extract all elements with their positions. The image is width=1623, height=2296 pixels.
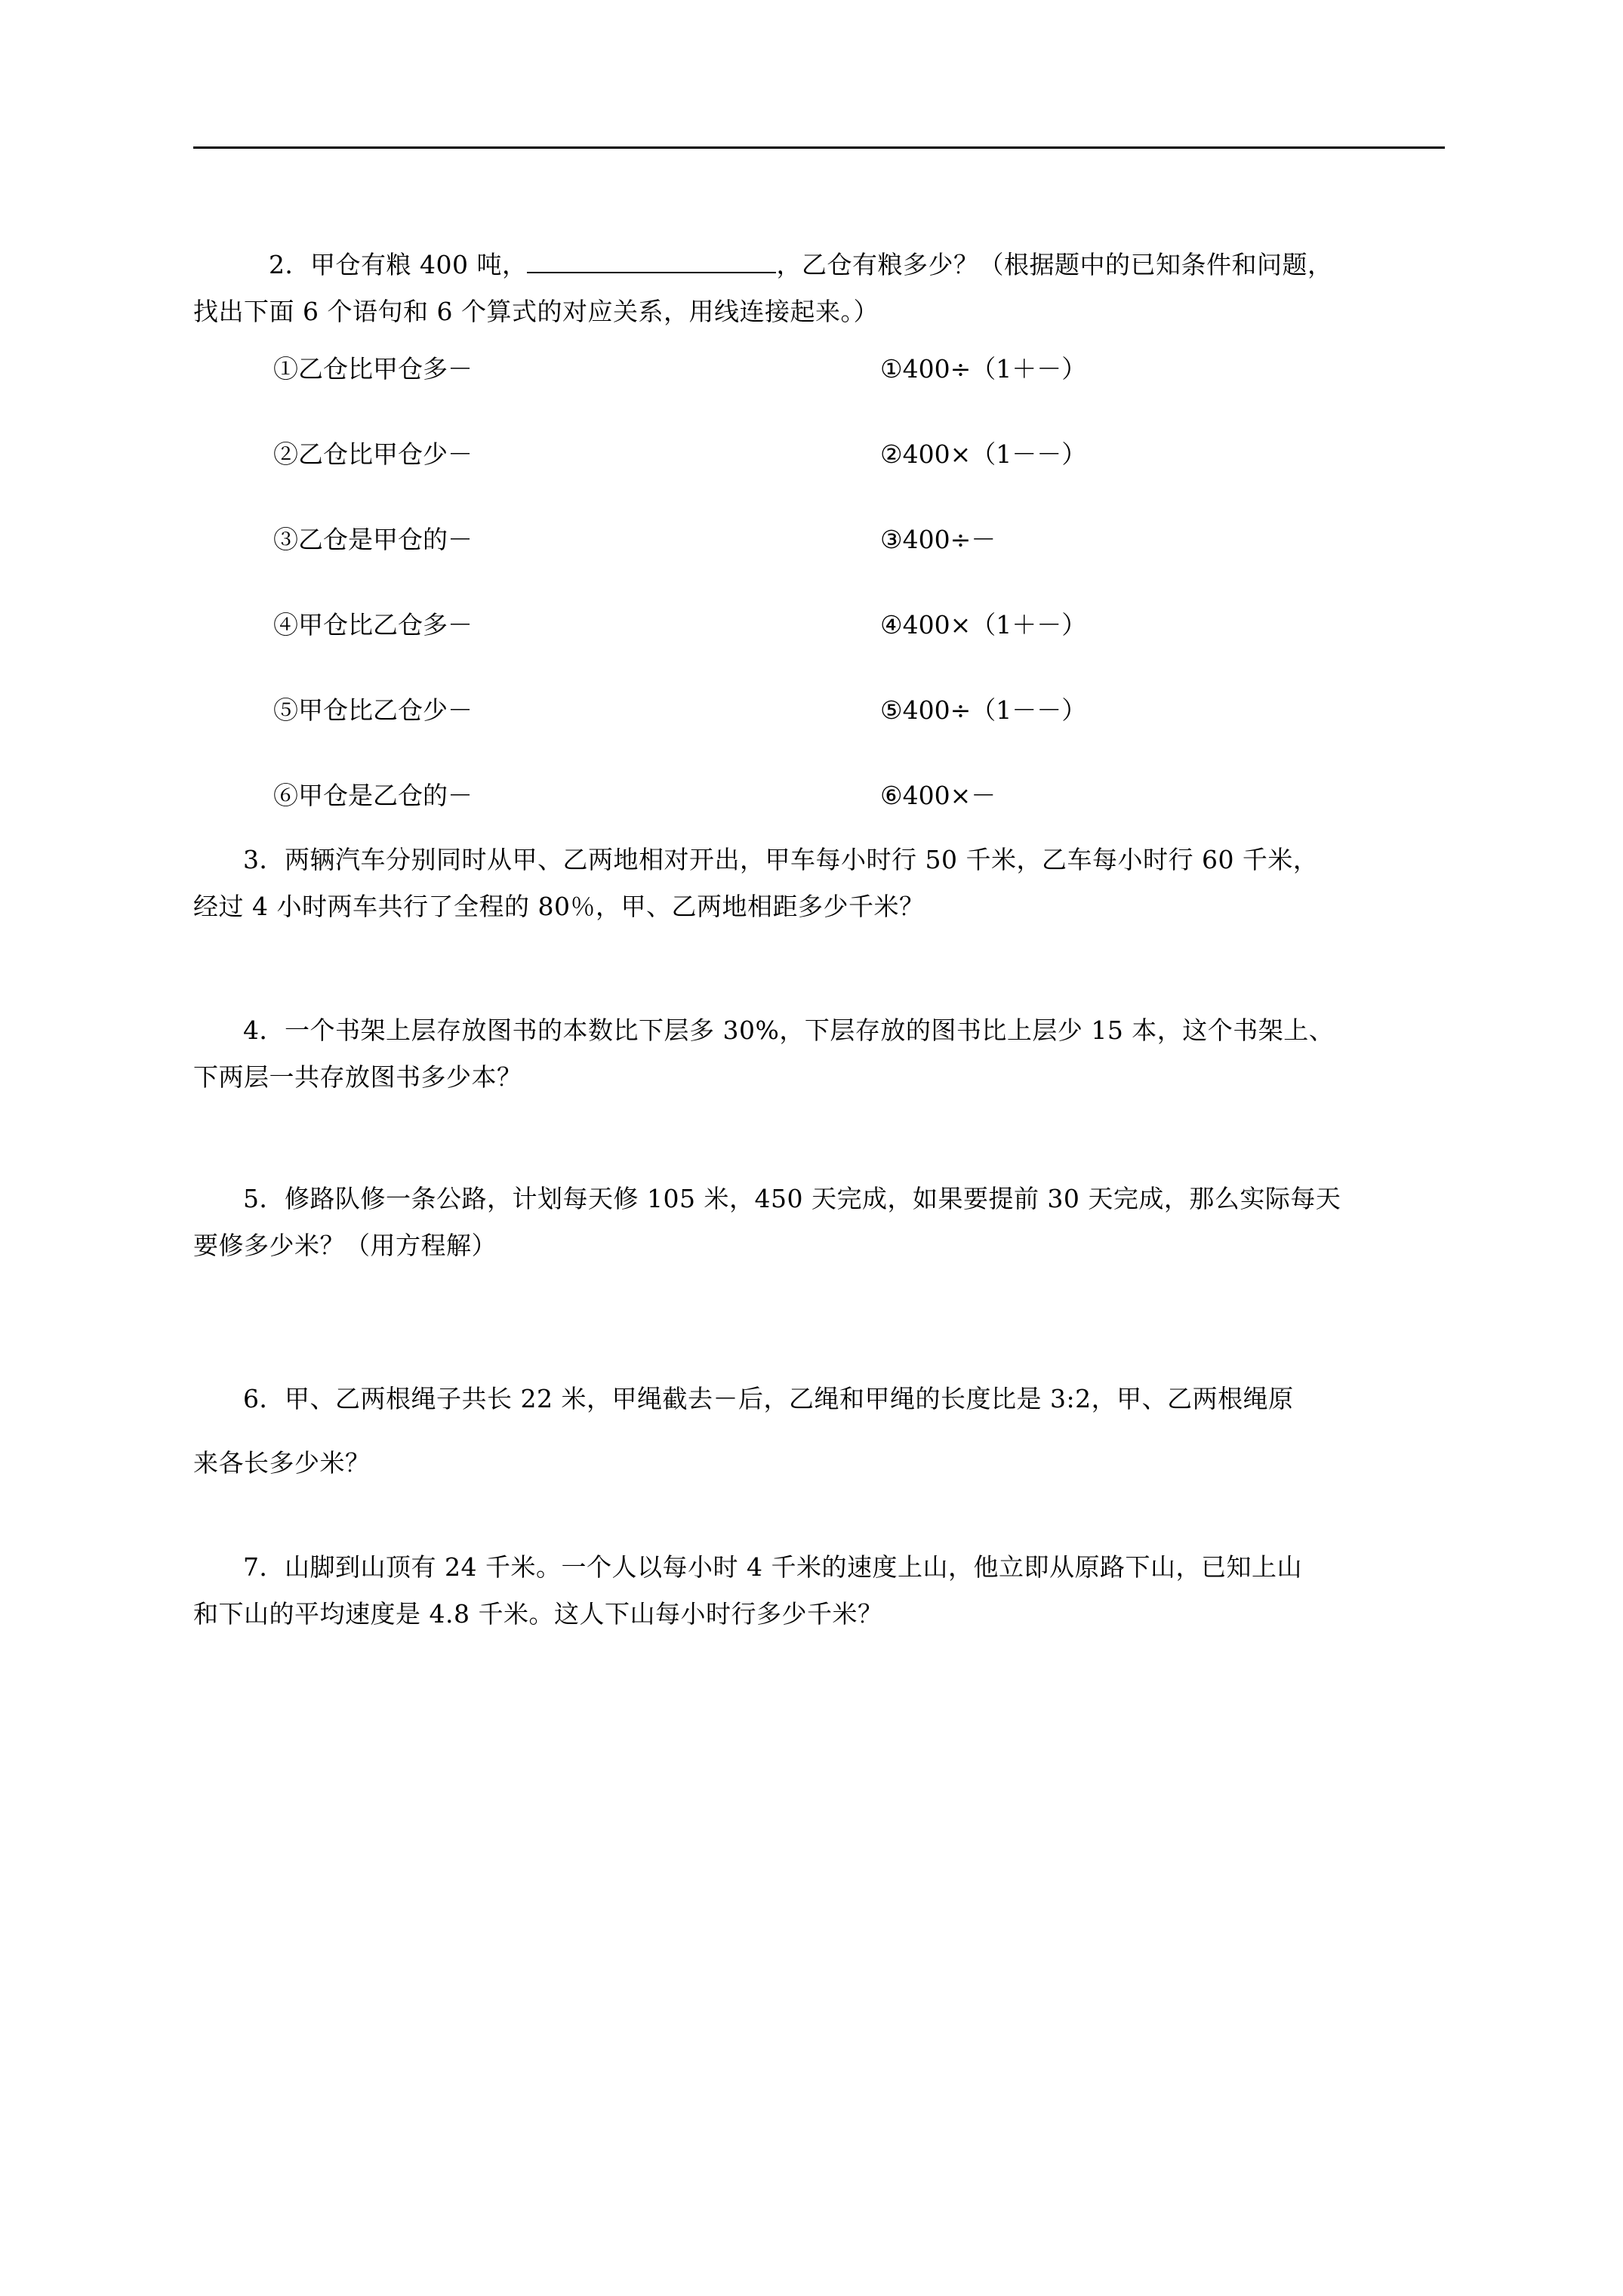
header-rule	[193, 146, 1445, 149]
question-4-line-1: 4．一个书架上层存放图书的本数比下层多 30%，下层存放的图书比上层少 15 本，这个书架上、	[243, 1015, 1335, 1045]
question-5-line-2: 要修多少米？（用方程解）	[193, 1231, 497, 1260]
question-2	[193, 242, 1446, 335]
statement-6: ⑥甲仓是乙仓的－	[273, 781, 473, 810]
question-3-line-2: 经过 4 小时两车共行了全程的 80％，甲、乙两地相距多少千米？	[193, 892, 925, 921]
formula-2: ②400×（1－－）	[880, 439, 1087, 469]
formula-4: ④400×（1＋－）	[880, 610, 1087, 639]
question-7-line-1: 7．山脚到山顶有 24 千米。一个人以每小时 4 千米的速度上山，他立即从原路下山，已知上山	[243, 1552, 1302, 1582]
question-4-line-2: 下两层一共存放图书多少本？	[193, 1062, 522, 1092]
question-6	[193, 1367, 1446, 1495]
question-2-line-2: 找出下面 6 个语句和 6 个算式的对应关系，用线连接起来。）	[193, 297, 879, 326]
question-4	[193, 1007, 1446, 1101]
question-2-text-start: 2．甲仓有粮 400 吨，	[269, 250, 528, 279]
statement-3: ③乙仓是甲仓的－	[273, 525, 473, 554]
statement-2: ②乙仓比甲仓少－	[273, 439, 473, 469]
question-3-line-1: 3．两辆汽车分别同时从甲、乙两地相对开出，甲车每小时行 50 千米，乙车每小时行 60 千米，	[243, 845, 1319, 874]
question-5-line-1: 5．修路队修一条公路，计划每天修 105 米，450 天完成，如果要提前 30 天完成，那么实际每天	[243, 1184, 1341, 1213]
answer-blank[interactable]	[527, 245, 776, 273]
formula-1: ①400÷（1＋－）	[880, 354, 1087, 384]
question-7	[193, 1544, 1446, 1638]
formula-6: ⑥400×－	[880, 781, 996, 810]
statement-5: ⑤甲仓比乙仓少－	[273, 695, 473, 725]
statement-4: ④甲仓比乙仓多－	[273, 610, 473, 639]
question-2-line-1	[193, 242, 1446, 288]
statement-1: ①乙仓比甲仓多－	[273, 354, 473, 384]
question-3	[193, 837, 1446, 930]
question-2-text-end: ，乙仓有粮多少？（根据题中的已知条件和问题，	[776, 250, 1333, 279]
question-6-line-1: 6．甲、乙两根绳子共长 22 米，甲绳截去－后，乙绳和甲绳的长度比是 3:2，甲、乙两根绳原	[243, 1384, 1294, 1413]
formula-5: ⑤400÷（1－－）	[880, 695, 1087, 725]
question-7-line-2: 和下山的平均速度是 4.8 千米。这人下山每小时行多少千米？	[193, 1599, 883, 1629]
question-5	[193, 1176, 1446, 1269]
formula-3: ③400÷－	[880, 525, 996, 554]
question-6-line-2: 来各长多少米？	[193, 1448, 371, 1478]
